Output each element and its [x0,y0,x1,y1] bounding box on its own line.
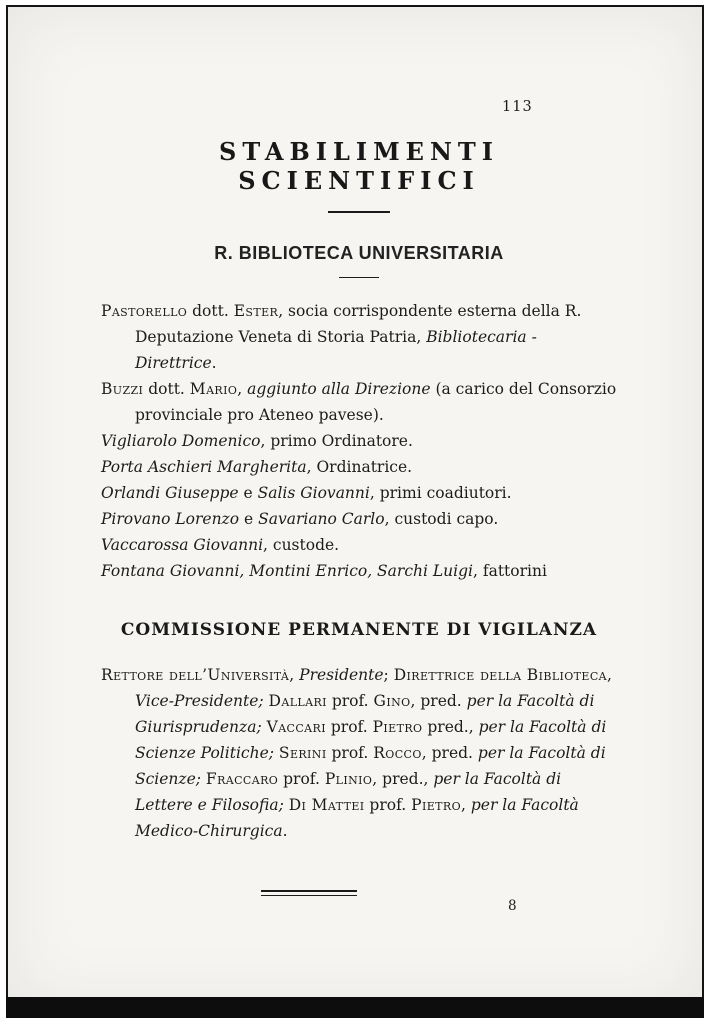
italic-text: Salis Giovanni [257,484,370,502]
plain-text: prof. [326,744,374,762]
italic-text: Vaccarossa Giovanni [101,536,264,554]
title-rule [328,211,390,213]
plain-text: . [282,822,288,840]
scan-bottom-edge [6,997,704,1018]
entry-paragraph [101,558,617,584]
plain-text: , Ordinatrice. [306,458,413,476]
plain-text: prof. [325,718,373,736]
smallcaps-name: Gino [373,692,411,710]
smallcaps-name: Pastorello [101,302,188,320]
italic-text: Savariano Carlo [258,510,385,528]
plain-text: , [237,380,248,398]
entry-paragraph [101,428,617,454]
smallcaps-name: Rocco [373,744,422,762]
plain-text: , custodi capo. [384,510,499,528]
section-heading-commissione: COMMISSIONE PERMANENTE DI VIGILANZA [120,620,598,640]
scanned-page [6,5,704,1009]
italic-text: Orlandi Giuseppe [101,484,239,502]
plain-text: , pred., [372,770,434,788]
italic-text: per la Facoltà di Giurisprudenza; [135,692,595,736]
entry-paragraph [101,376,617,428]
plain-text: prof. [364,796,412,814]
italic-text: Pirovano Lorenzo [101,510,240,528]
italic-text: Bibliotecaria - Direttrice [135,328,537,372]
italic-text: per la Facoltà Medico-Chirurgica [135,796,579,840]
plain-text: , custode. [263,536,340,554]
plain-text: , fattorini [473,562,547,580]
commission-paragraph [101,662,617,844]
plain-text: ; [383,666,394,684]
end-rule [261,890,357,896]
main-title: STABILIMENTI SCIENTIFICI [219,137,499,195]
page-content [101,7,617,896]
plain-text: . [211,354,217,372]
smallcaps-name: Direttrice della Biblioteca [393,666,608,684]
smallcaps-name: Ester [233,302,279,320]
plain-text: , [289,666,300,684]
smallcaps-name: Pietro [372,718,423,736]
staff-entries [101,298,617,584]
smallcaps-name: Serini [278,744,327,762]
entry-paragraph [101,298,617,376]
italic-text: Fontana Giovanni, Montini Enrico, Sarchi Luigi [101,562,473,580]
signature-mark: 8 [508,898,517,914]
smallcaps-name: Rettore dell’Università [101,666,290,684]
italic-text: aggiunto alla Direzione [247,380,431,398]
italic-text: per la Facoltà di Scienze Politiche; [135,718,607,762]
smallcaps-name: Mario [189,380,238,398]
section-heading-biblioteca: R. BIBLIOTECA UNIVERSITARIA [214,242,504,263]
page-number: 113 [502,99,533,115]
entry-paragraph [101,532,617,558]
italic-text: per la Facoltà di Lettere e Filosofia; [135,770,562,814]
plain-text: , pred. [410,692,467,710]
entry-paragraph [101,506,617,532]
smallcaps-name: Plinio [324,770,373,788]
plain-text: , pred. [421,744,478,762]
italic-text: Presidente [299,666,384,684]
plain-text: prof. [278,770,325,788]
smallcaps-name: Vaccari [266,718,326,736]
plain-text: , socia corrispondente esterna della R. Deputazione Veneta di Storia Patria, [135,302,582,346]
italic-text: per la Facoltà di Scienze; [135,744,606,788]
italic-text: Vigliarolo Domenico [101,432,261,450]
smallcaps-name: Buzzi [101,380,144,398]
plain-text: , primo Ordinatore. [260,432,413,450]
smallcaps-name: Pietro [411,796,461,814]
plain-text: dott. [143,380,190,398]
plain-text: e [239,510,259,528]
plain-text: , [607,666,612,684]
italic-text: Porta Aschieri Margherita [101,458,307,476]
entry-paragraph [101,454,617,480]
smallcaps-name: Di Mattei [288,796,365,814]
smallcaps-name: Fraccaro [205,770,279,788]
plain-text: , [460,796,471,814]
plain-text: pred., [422,718,479,736]
italic-text: Vice-Presidente; [135,692,264,710]
plain-text: dott. [187,302,234,320]
plain-text: , primi coadiutori. [369,484,512,502]
plain-text: prof. [326,692,374,710]
entry-paragraph [101,480,617,506]
plain-text: (a carico del Consorzio provinciale pro Ateneo pavese). [135,380,617,424]
smallcaps-name: Dallari [268,692,327,710]
heading-rule [339,277,379,279]
plain-text: e [238,484,258,502]
